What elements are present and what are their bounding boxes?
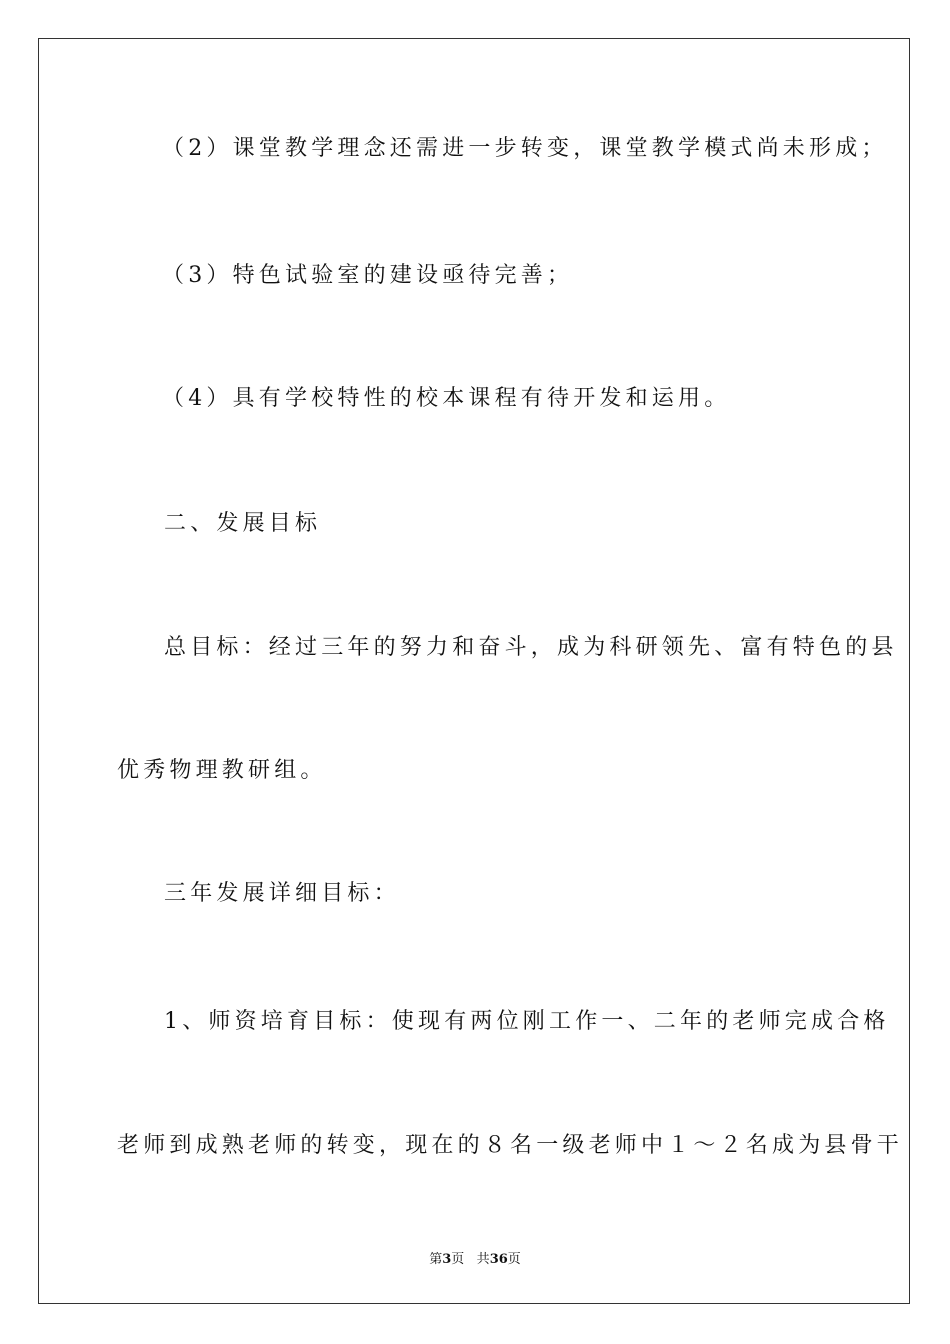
body-line-5: 总目标：经过三年的努力和奋斗，成为科研领先、富有特色的县 [164,635,898,660]
body-line-9: 老师到成熟老师的转变，现在的８名一级老师中１～２名成为县骨干 [117,1133,904,1158]
footer-total-suffix: 页 [507,1252,521,1267]
footer-page-number: 3 [442,1252,452,1267]
page-border [38,38,910,1304]
footer-page-prefix: 第 [429,1252,443,1267]
body-line-2: （3）特色试验室的建设亟待完善； [162,263,574,288]
body-line-6: 优秀物理教研组。 [117,758,327,783]
section-heading: 二、发展目标 [164,511,322,536]
body-line-7: 三年发展详细目标： [164,881,400,906]
body-line-8: 1、师资培育目标：使现有两位刚工作一、二年的老师完成合格 [164,1009,890,1034]
body-line-1: （2）课堂教学理念还需进一步转变，课堂教学模式尚未形成； [162,136,888,161]
footer-total-pages: 36 [489,1252,508,1267]
footer-total-prefix: 共 [476,1252,490,1267]
body-line-3: （4）具有学校特性的校本课程有待开发和运用。 [162,386,731,411]
footer-page-suffix: 页 [451,1252,465,1267]
page-footer [0,1248,950,1267]
